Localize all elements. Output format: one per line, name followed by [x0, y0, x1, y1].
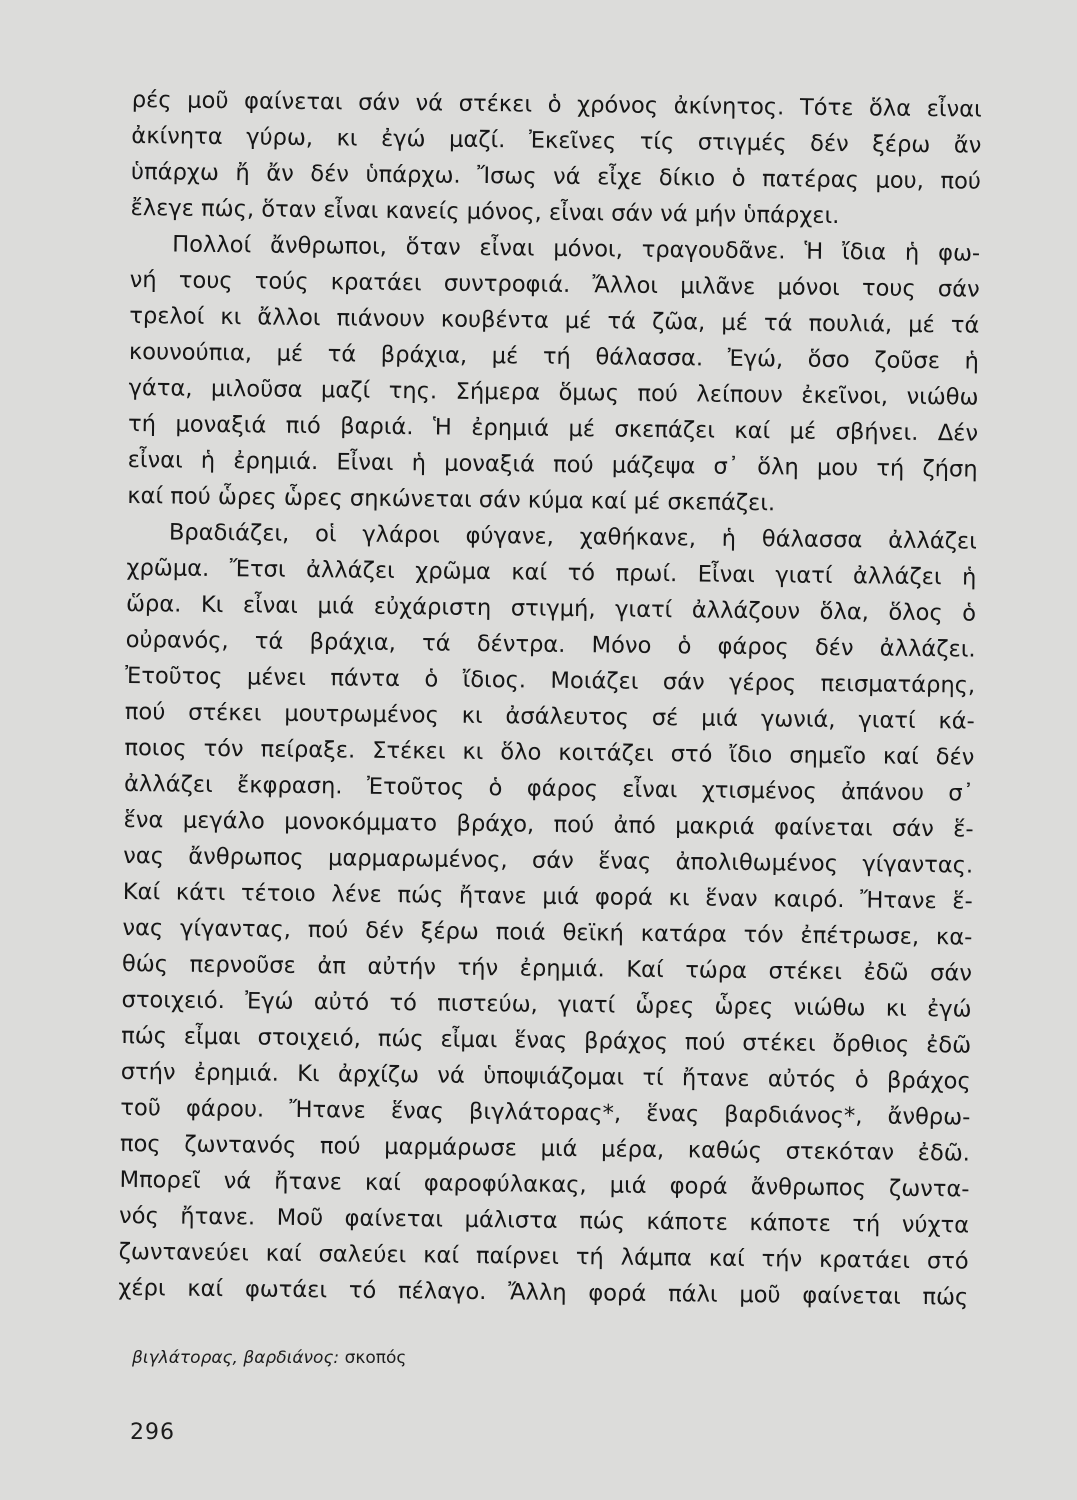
text-line: πος ζωντανός πού μαρμάρωσε μιά μέρα, καθώς στεκόταν ἐδῶ. — [119, 1130, 971, 1167]
text-line: ποιος τόν πείραξε. Στέκει κι ὅλο κοιτάζει στό ἴδιο σημεῖο καί δέν — [124, 734, 975, 771]
footnote-definition: σκοπός — [344, 1348, 407, 1368]
text-line: ὥρα. Κι εἶναι μιά εὐχάριστη στιγμή, γιατί ἀλλάζουν ὅλα, ὅλος ὁ — [125, 590, 977, 627]
text-line: Ἐτοῦτος μένει πάντα ὁ ἴδιος. Μοιάζει σάν γέρος πεισματάρης, — [125, 662, 976, 699]
text-line: ζωντανεύει καί σαλεύει καί παίρνει τή λάμπα καί τήν κρατάει στό — [118, 1238, 969, 1275]
text-line: πού στέκει μουτρωμένος κι ἀσάλευτος σέ μιά γωνιά, γιατί κά- — [124, 698, 975, 735]
text-line: Καί κάτι τέτοιο λένε πώς ἤτανε μιά φορά κι ἕναν καιρό. Ἤτανε ἕ- — [122, 878, 973, 915]
text-line: Μπορεῖ νά ἤτανε καί φαροφύλακας, μιά φορά ἄνθρωπος ζωντα- — [119, 1166, 970, 1203]
text-line: ἕνα μεγάλο μονοκόμματο βράχο, πού ἀπό μακριά φαίνεται σάν ἕ- — [123, 806, 974, 843]
text-line: νας ἄνθρωπος μαρμαρωμένος, σάν ἕνας ἀπολιθωμένος γίγαντας. — [123, 842, 974, 879]
text-line: κουνούπια, μέ τά βράχια, μέ τή θάλασσα. Ἐγώ, ὅσο ζοῦσε ἡ — [128, 338, 980, 375]
text-line: θώς περνοῦσε ἀπ αὐτήν τήν ἐρημιά. Καί τώρα στέκει ἐδῶ σάν — [121, 950, 973, 987]
text-line: ἀκίνητα γύρω, κι ἐγώ μαζί. Ἐκεῖνες τίς στιγμές δέν ξέρω ἄν — [131, 122, 982, 159]
text-line: ἔλεγε πώς, ὅταν εἶναι κανείς μόνος, εἶναι σάν νά μήν ὑπάρχει. — [130, 194, 840, 230]
text-line: ἀλλάζει ἔκφραση. Ἐτοῦτος ὁ φάρος εἶναι χτισμένος ἀπάνου σ᾿ — [123, 770, 975, 807]
text-line: νή τους τούς κρατάει συντροφιά. Ἄλλοι μιλᾶνε μόνοι τους σάν — [129, 266, 980, 303]
text-line: χρῶμα. Ἔτσι ἀλλάζει χρῶμα καί τό πρωί. Εἶναι γιατί ἀλλάζει ἡ — [126, 554, 977, 591]
text-line: ὑπάρχω ἤ ἄν δέν ὑπάρχω. Ἴσως νά εἶχε δίκιο ὁ πατέρας μου, πού — [130, 158, 982, 195]
text-line: στήν ἐρημιά. Κι ἀρχίζω νά ὑποψιάζομαι τί ἤτανε αὐτός ὁ βράχος — [120, 1058, 971, 1095]
text-line: τρελοί κι ἄλλοι πιάνουν κουβέντα μέ τά ζῶα, μέ τά πουλιά, μέ τά — [129, 302, 980, 339]
text-line: νός ἤτανε. Μοῦ φαίνεται μάλιστα πώς κάποτε κάποτε τή νύχτα — [118, 1202, 970, 1239]
text-line: ρές μοῦ φαίνεται σάν νά στέκει ὁ χρόνος ἀκίνητος. Τότε ὅλα εἶναι — [131, 86, 982, 123]
body-text — [118, 82, 982, 1316]
text-line: πώς εἶμαι στοιχειό, πώς εἶμαι ἕνας βράχος πού στέκει ὄρθιος ἐδῶ — [121, 1022, 972, 1059]
text-line: τοῦ φάρου. Ἤτανε ἕνας βιγλάτορας*, ἕνας βαρδιάνος*, ἄνθρω- — [120, 1094, 971, 1131]
text-line: Πολλοί ἄνθρωποι, ὅταν εἶναι μόνοι, τραγουδᾶνε. Ἡ ἴδια ἡ φω- — [172, 231, 981, 267]
text-line: τή μοναξιά πιό βαριά. Ἡ ἐρημιά μέ σκεπάζει καί μέ σβήνει. Δέν — [127, 410, 979, 447]
text-line: χέρι καί φωτάει τό πέλαγο. Ἄλλη φορά πάλι μοῦ φαίνεται πώς — [118, 1274, 969, 1311]
text-line: οὐρανός, τά βράχια, τά δέντρα. Μόνο ὁ φάρος δέν ἀλλάζει. — [125, 626, 976, 663]
text-line: εἶναι ἡ ἐρημιά. Εἶναι ἡ μοναξιά πού μάζεψα σ᾿ ὅλη μου τή ζήση — [127, 446, 978, 483]
text-line: νας γίγαντας, πού δέν ξέρω ποιά θεϊκή κατάρα τόν ἐπέτρωσε, κα- — [122, 914, 973, 951]
footnote-term: βιγλάτορας, βαρδιάνος: — [132, 1348, 340, 1368]
page-number: 296 — [130, 1420, 175, 1445]
footnote — [132, 1348, 406, 1368]
text-line: καί πού ὧρες ὧρες σηκώνεται σάν κύμα καί μέ σκεπάζει. — [127, 482, 776, 517]
text-line: στοιχειό. Ἐγώ αὐτό τό πιστεύω, γιατί ὧρες ὧρες νιώθω κι ἐγώ — [121, 986, 972, 1023]
text-line: Βραδιάζει, οἱ γλάροι φύγανε, χαθήκανε, ἡ θάλασσα ἀλλάζει — [168, 519, 977, 555]
text-line: γάτα, μιλοῦσα μαζί της. Σήμερα ὅμως πού λείπουν ἐκεῖνοι, νιώθω — [128, 374, 979, 411]
